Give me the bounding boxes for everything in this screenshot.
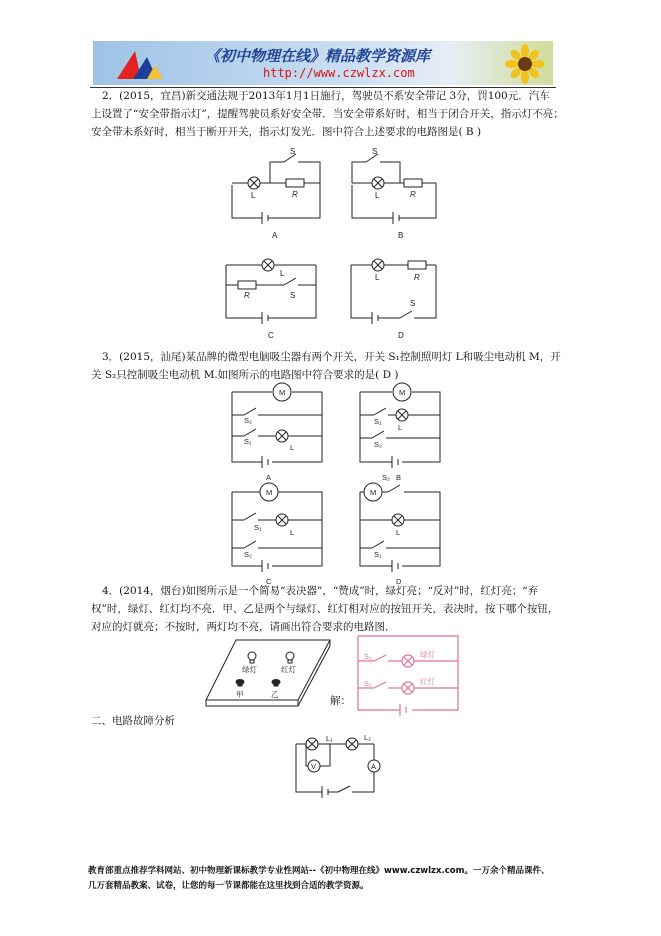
label-2b-l: L	[375, 191, 380, 200]
label-3c-m: M	[266, 488, 273, 497]
label-3d-m: M	[370, 488, 377, 497]
label-2a-l: L	[251, 191, 256, 200]
q4-line2: 权”时，绿灯、红灯均不亮．甲、乙是两个与绿灯、红灯相对应的按钮开关，表决时，按下哪个按钮，	[91, 603, 559, 615]
q4-answer-label: 解：	[330, 695, 351, 707]
label-3a-l: L	[290, 443, 295, 452]
label-3d: D	[396, 577, 402, 586]
label-2b-s: S	[372, 147, 378, 156]
label-2d-l: L	[375, 273, 380, 282]
board-red-label: 红灯	[281, 665, 296, 674]
label-2c: C	[268, 331, 274, 340]
q4-line3: 对应的灯就亮；不按时，两灯均不亮，请画出符合要求的电路图．	[91, 621, 396, 633]
label-3c-l: L	[290, 528, 295, 537]
label-3a: A	[266, 473, 272, 482]
ammeter-icon: A	[371, 762, 377, 771]
label-3d-s1: S₁	[374, 550, 382, 559]
label-3d-l: L	[396, 528, 401, 537]
label-2d-s: S	[410, 299, 416, 308]
label-2c-r: R	[244, 291, 250, 300]
q3-line1: 3．(2015，汕尾)某品牌的微型电脑吸尘器有两个开关，开关 S₁控制照明灯 L和吸尘电动机 M，开	[102, 351, 561, 363]
banner-url[interactable]: http://www.czwlzx.com	[263, 66, 415, 80]
footer-line1: 教育部重点推荐学科网站、初中物理新课标教学专业性网站--《初中物理在线》www.czwlzx.com。一万余个精品课件、	[88, 866, 550, 876]
label-3a-s2: S₂	[244, 416, 252, 425]
label-2b: B	[398, 231, 404, 240]
voltmeter-icon: V	[311, 762, 317, 771]
label-2c-l: L	[280, 269, 285, 278]
section2-title: 二、电路故障分析	[91, 715, 175, 727]
q3-line2: 关 S₂只控制吸尘电动机 M.如图所示的电路图中符合要求的是( D )	[91, 369, 399, 381]
footer-line2: 几万套精品教案、试卷，让您的每一节课都能在这里找到合适的教学资源。	[88, 881, 369, 891]
label-3a-s1: S₁	[244, 437, 252, 446]
label-2d-r: R	[414, 273, 420, 282]
label-2c-s: S	[290, 291, 296, 300]
label-2a: A	[272, 231, 278, 240]
label-3b: B	[396, 473, 402, 482]
label-2b-r: R	[410, 190, 416, 199]
answer-s1-label: S₁	[364, 652, 372, 661]
banner-title: 《初中物理在线》精品教学资源库	[205, 47, 431, 65]
board-yi-label: 乙	[271, 690, 279, 699]
label-2d: D	[398, 331, 404, 340]
q2-line2: 上设置了“安全带指示灯”，提醒驾驶员系好安全带．当安全带系好时，相当于闭合开关，指示灯不亮；	[91, 108, 564, 120]
q2-line3: 安全带未系好时，相当于断开开关，指示灯发光．图中符合上述要求的电路图是( B )	[91, 126, 482, 138]
answer-green-label: 绿灯	[420, 650, 435, 659]
label-3c-s2: S₂	[244, 550, 252, 559]
label-3b-m: M	[399, 388, 406, 397]
board-green-label: 绿灯	[242, 665, 257, 674]
answer-red-label: 红灯	[420, 677, 435, 686]
label-3b-l: L	[398, 423, 403, 432]
q4-line1: 4．(2014，烟台)如图所示是一个简易“表决器”，“赞成”时，绿灯亮；“反对”时，红灯亮；“弃	[102, 585, 539, 597]
label-3d-s2: S₂	[382, 473, 390, 482]
q2-line1: 2．(2015，宜昌)新交通法规于2013年1月1日施行，驾驶员不系安全带记 3分，罚100元．汽车	[102, 90, 550, 102]
label-2a-s: S	[290, 147, 296, 156]
label-3a-m: M	[279, 388, 286, 397]
label-3b-s2: S₂	[374, 440, 382, 449]
board-jia-label: 甲	[236, 690, 244, 699]
label-l2: L₂	[364, 733, 372, 742]
label-3b-s1: S₁	[374, 417, 382, 426]
label-l1: L₁	[326, 734, 333, 743]
label-3c: C	[266, 577, 272, 586]
answer-s2-label: S₂	[364, 679, 372, 688]
label-2a-r: R	[292, 190, 298, 199]
label-3c-s1: S₁	[254, 523, 262, 532]
